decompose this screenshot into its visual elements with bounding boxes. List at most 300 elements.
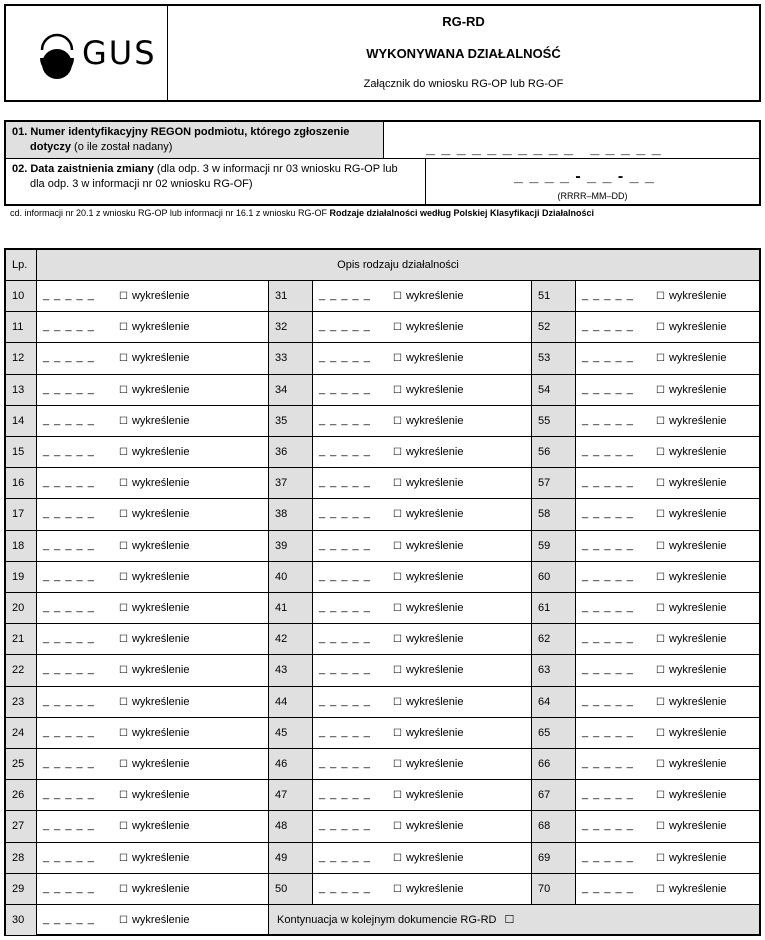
deletion-checkbox[interactable]	[119, 508, 189, 520]
pkd-code-input[interactable]: _ _ _ _ _	[582, 601, 634, 613]
pkd-code-input[interactable]: _ _ _ _ _	[582, 569, 634, 582]
deletion-label: wykreślenie	[668, 851, 727, 864]
pkd-code-input[interactable]: _ _ _ _ _	[582, 725, 634, 738]
checkbox-icon[interactable]: ☐	[119, 665, 128, 677]
deletion-checkbox[interactable]	[656, 633, 726, 645]
field-02-label	[6, 159, 426, 204]
pkd-code-input[interactable]: _ _ _ _ _	[43, 757, 95, 769]
checkbox-icon[interactable]: ☐	[656, 821, 665, 833]
activity-cell	[576, 437, 759, 468]
deletion-label: wykreślenie	[131, 695, 190, 708]
section-note	[10, 208, 760, 218]
pkd-code-input[interactable]: _ _ _ _ _	[582, 320, 634, 333]
deletion-checkbox[interactable]	[393, 758, 463, 770]
deletion-checkbox[interactable]	[119, 852, 189, 864]
deletion-checkbox[interactable]	[393, 633, 463, 645]
pkd-code-input[interactable]: _ _ _ _ _	[319, 881, 371, 894]
pkd-code-input[interactable]: _ _ _ _ _	[319, 351, 371, 364]
checkbox-icon[interactable]: ☐	[393, 759, 402, 770]
row-number: 65	[532, 718, 576, 749]
checkbox-icon[interactable]: ☐	[393, 322, 402, 334]
checkbox-icon[interactable]: ☐	[656, 727, 665, 739]
activity-cell	[313, 312, 532, 343]
row-number: 47	[269, 780, 313, 811]
pkd-code-input[interactable]: _ _ _ _ _	[582, 445, 634, 457]
pkd-code-input[interactable]: _ _ _ _ _	[582, 757, 634, 769]
deletion-checkbox[interactable]	[119, 727, 189, 739]
activity-cell	[576, 780, 759, 811]
checkbox-icon[interactable]: ☐	[393, 353, 402, 365]
deletion-label: wykreślenie	[405, 321, 464, 334]
deletion-checkbox[interactable]	[393, 602, 463, 614]
deletion-checkbox[interactable]	[393, 477, 463, 489]
deletion-label: wykreślenie	[405, 882, 464, 895]
pkd-code-input[interactable]: _ _ _ _ _	[319, 538, 371, 551]
checkbox-icon[interactable]: ☐	[393, 509, 402, 521]
row-number: 58	[532, 499, 576, 530]
pkd-code-input[interactable]: _ _ _ _ _	[43, 289, 95, 301]
row-number: 55	[532, 406, 576, 437]
pkd-code-input[interactable]: _ _ _ _ _	[43, 382, 95, 395]
deletion-label: wykreślenie	[405, 664, 464, 677]
deletion-checkbox[interactable]	[656, 352, 726, 364]
deletion-label: wykreślenie	[668, 414, 727, 427]
checkbox-icon[interactable]: ☐	[119, 852, 128, 864]
checkbox-icon[interactable]: ☐	[119, 696, 128, 708]
checkbox-icon[interactable]: ☐	[393, 478, 402, 490]
deletion-checkbox[interactable]	[119, 446, 189, 458]
activity-cell	[576, 655, 759, 686]
continuation-cell[interactable]	[269, 905, 759, 934]
checkbox-icon[interactable]: ☐	[119, 447, 128, 458]
deletion-checkbox[interactable]	[656, 290, 726, 302]
row-number: 66	[532, 749, 576, 780]
pkd-code-input[interactable]: _ _ _ _ _	[582, 413, 634, 426]
activity-cell	[313, 281, 532, 312]
activity-cell	[576, 312, 759, 343]
deletion-label: wykreślenie	[668, 633, 727, 646]
activity-cell	[313, 468, 532, 499]
row-number: 69	[532, 843, 576, 874]
continuation-checkbox-icon[interactable]: ☐	[504, 914, 515, 926]
checkbox-icon[interactable]: ☐	[656, 696, 665, 708]
pkd-code-input[interactable]: _ _ _ _ _	[43, 663, 95, 676]
row-number: 56	[532, 437, 576, 468]
deletion-label: wykreślenie	[405, 820, 464, 833]
deletion-checkbox[interactable]	[119, 571, 189, 583]
field-01-label-note: (o ile został nadany)	[70, 141, 173, 153]
deletion-checkbox[interactable]	[119, 883, 189, 895]
checkbox-icon[interactable]: ☐	[656, 447, 665, 458]
pkd-code-input[interactable]: _ _ _ _ _	[319, 320, 371, 333]
deletion-checkbox[interactable]	[119, 914, 189, 926]
checkbox-icon[interactable]: ☐	[119, 353, 128, 365]
deletion-label: wykreślenie	[131, 633, 190, 646]
deletion-checkbox[interactable]	[119, 789, 189, 801]
pkd-code-input[interactable]: _ _ _ _ _	[582, 289, 634, 301]
row-number: 35	[269, 406, 313, 437]
deletion-label: wykreślenie	[405, 570, 464, 583]
field-01-label-bold2: dotyczy	[30, 141, 71, 153]
deletion-checkbox[interactable]	[119, 321, 189, 333]
deletion-label: wykreślenie	[668, 664, 727, 677]
pkd-code-input[interactable]: _ _ _ _ _	[43, 538, 95, 551]
row-number: 36	[269, 437, 313, 468]
checkbox-icon[interactable]: ☐	[393, 384, 402, 396]
pkd-code-input[interactable]: _ _ _ _ _	[319, 694, 371, 707]
activity-cell	[37, 780, 269, 811]
deletion-label: wykreślenie	[668, 539, 727, 552]
checkbox-icon[interactable]: ☐	[393, 540, 402, 552]
pkd-code-input[interactable]: _ _ _ _ _	[43, 413, 95, 426]
row-number: 52	[532, 312, 576, 343]
deletion-label: wykreślenie	[131, 570, 190, 583]
deletion-checkbox[interactable]	[393, 540, 463, 552]
date-format-hint: (RRRR–MM–DD)	[557, 191, 628, 201]
row-number: 57	[532, 468, 576, 499]
field-01-label	[6, 122, 384, 158]
deletion-label: wykreślenie	[131, 290, 190, 302]
pkd-code-input[interactable]: _ _ _ _ _	[319, 819, 371, 832]
field-01-label-bold: 01. Numer identyfikacyjny REGON podmiotu, którego zgłoszenie	[12, 126, 350, 138]
deletion-checkbox[interactable]	[393, 352, 463, 364]
activity-cell	[576, 843, 759, 874]
deletion-label: wykreślenie	[131, 789, 190, 802]
deletion-checkbox[interactable]	[119, 415, 189, 427]
row-number: 43	[269, 655, 313, 686]
activity-cell	[576, 718, 759, 749]
deletion-label: wykreślenie	[131, 664, 190, 677]
pkd-code-input[interactable]: _ _ _ _ _	[582, 788, 634, 801]
pkd-code-input[interactable]: _ _ _ _ _	[43, 507, 95, 520]
checkbox-icon[interactable]: ☐	[656, 384, 665, 396]
row-number: 29	[6, 874, 37, 905]
deletion-checkbox[interactable]	[656, 415, 726, 427]
deletion-checkbox[interactable]	[393, 727, 463, 739]
pkd-code-input[interactable]: _ _ _ _ _	[582, 881, 634, 894]
pkd-code-input[interactable]: _ _ _ _ _	[319, 757, 371, 769]
activity-cell	[37, 343, 269, 374]
deletion-checkbox[interactable]	[119, 633, 189, 645]
deletion-label: wykreślenie	[668, 602, 727, 614]
deletion-checkbox[interactable]	[393, 384, 463, 396]
activity-cell	[576, 468, 759, 499]
deletion-label: wykreślenie	[405, 602, 464, 614]
deletion-label: wykreślenie	[405, 477, 464, 490]
pkd-code-input[interactable]: _ _ _ _ _	[43, 819, 95, 832]
checkbox-icon[interactable]: ☐	[656, 603, 665, 614]
deletion-checkbox[interactable]	[119, 664, 189, 676]
pkd-code-input[interactable]: _ _ _ _ _	[319, 725, 371, 738]
activity-cell	[576, 375, 759, 406]
checkbox-icon[interactable]: ☐	[393, 790, 402, 802]
deletion-label: wykreślenie	[405, 695, 464, 708]
deletion-checkbox[interactable]	[656, 384, 726, 396]
pkd-code-input[interactable]: _ _ _ _ _	[319, 382, 371, 395]
row-number: 60	[532, 562, 576, 593]
deletion-checkbox[interactable]	[119, 540, 189, 552]
deletion-checkbox[interactable]	[393, 446, 463, 458]
checkbox-icon[interactable]: ☐	[119, 478, 128, 490]
activity-cell	[37, 718, 269, 749]
pkd-code-input[interactable]: _ _ _ _ _	[43, 476, 95, 489]
pkd-code-input[interactable]: _ _ _ _ _	[43, 445, 95, 457]
row-number: 59	[532, 531, 576, 562]
activity-cell	[576, 562, 759, 593]
deletion-checkbox[interactable]	[656, 571, 726, 583]
deletion-checkbox[interactable]	[656, 883, 726, 895]
checkbox-icon[interactable]: ☐	[656, 634, 665, 646]
checkbox-icon[interactable]: ☐	[656, 665, 665, 677]
activity-cell	[313, 375, 532, 406]
checkbox-icon[interactable]: ☐	[656, 540, 665, 552]
checkbox-icon[interactable]: ☐	[393, 696, 402, 708]
deletion-checkbox[interactable]	[393, 789, 463, 801]
deletion-label: wykreślenie	[668, 321, 727, 334]
deletion-checkbox[interactable]	[119, 290, 189, 302]
deletion-label: wykreślenie	[131, 726, 190, 739]
activity-cell	[576, 499, 759, 530]
row-number: 67	[532, 780, 576, 811]
deletion-label: wykreślenie	[131, 352, 190, 365]
checkbox-icon[interactable]: ☐	[393, 852, 402, 864]
checkbox-icon[interactable]: ☐	[119, 883, 128, 895]
row-number: 42	[269, 624, 313, 655]
activity-cell	[576, 811, 759, 842]
pkd-code-input[interactable]: _ _ _ _ _	[43, 320, 95, 333]
pkd-code-input[interactable]: _ _ _ _ _	[319, 601, 371, 613]
checkbox-icon[interactable]: ☐	[393, 415, 402, 427]
deletion-checkbox[interactable]	[119, 820, 189, 832]
deletion-checkbox[interactable]	[656, 477, 726, 489]
deletion-label: wykreślenie	[668, 290, 727, 302]
checkbox-icon[interactable]: ☐	[119, 634, 128, 646]
pkd-code-input[interactable]: _ _ _ _ _	[582, 850, 634, 863]
activity-cell	[313, 780, 532, 811]
deletion-label: wykreślenie	[668, 508, 727, 521]
activity-cell	[313, 406, 532, 437]
activity-cell	[313, 499, 532, 530]
deletion-checkbox[interactable]	[393, 415, 463, 427]
activity-cell	[313, 655, 532, 686]
deletion-label: wykreślenie	[405, 290, 464, 302]
deletion-checkbox[interactable]	[119, 352, 189, 364]
pkd-code-input[interactable]: _ _ _ _ _	[582, 507, 634, 520]
activity-cell	[37, 905, 269, 936]
pkd-code-input[interactable]: _ _ _ _ _	[319, 413, 371, 426]
activity-cell	[576, 281, 759, 312]
pkd-code-input[interactable]: _ _ _ _ _	[582, 382, 634, 395]
row-number: 24	[6, 718, 37, 749]
deletion-checkbox[interactable]	[119, 477, 189, 489]
checkbox-icon[interactable]: ☐	[656, 571, 665, 583]
checkbox-icon[interactable]: ☐	[656, 759, 665, 770]
checkbox-icon[interactable]: ☐	[393, 634, 402, 646]
checkbox-icon[interactable]: ☐	[393, 603, 402, 614]
deletion-checkbox[interactable]	[119, 758, 189, 770]
deletion-checkbox[interactable]	[656, 852, 726, 864]
checkbox-icon[interactable]: ☐	[393, 665, 402, 677]
pkd-code-input[interactable]: _ _ _ _ _	[319, 507, 371, 520]
checkbox-icon[interactable]: ☐	[119, 915, 128, 926]
pkd-code-input[interactable]: _ _ _ _ _	[319, 788, 371, 801]
deletion-checkbox[interactable]	[393, 852, 463, 864]
pkd-code-input[interactable]: _ _ _ _ _	[319, 569, 371, 582]
pkd-code-input[interactable]: _ _ _ _ _	[43, 725, 95, 738]
activity-cell	[37, 531, 269, 562]
deletion-checkbox[interactable]	[656, 508, 726, 520]
row-number: 25	[6, 749, 37, 780]
activity-cell	[37, 874, 269, 905]
deletion-label: wykreślenie	[405, 446, 464, 458]
row-number: 13	[6, 375, 37, 406]
deletion-checkbox[interactable]	[656, 321, 726, 333]
pkd-code-input[interactable]: _ _ _ _ _	[43, 569, 95, 582]
pkd-code-input[interactable]: _ _ _ _ _	[43, 351, 95, 364]
deletion-checkbox[interactable]	[656, 446, 726, 458]
deletion-checkbox[interactable]	[393, 290, 463, 302]
pkd-code-input[interactable]: _ _ _ _ _	[319, 289, 371, 301]
checkbox-icon[interactable]: ☐	[393, 883, 402, 895]
pkd-code-input[interactable]: _ _ _ _ _	[43, 881, 95, 894]
checkbox-icon[interactable]: ☐	[119, 759, 128, 770]
checkbox-icon[interactable]: ☐	[656, 291, 665, 302]
deletion-checkbox[interactable]	[393, 820, 463, 832]
deletion-checkbox[interactable]	[656, 540, 726, 552]
deletion-checkbox[interactable]	[393, 321, 463, 333]
checkbox-icon[interactable]: ☐	[119, 540, 128, 552]
pkd-code-input[interactable]: _ _ _ _ _	[43, 850, 95, 863]
activity-cell	[576, 406, 759, 437]
pkd-code-input[interactable]: _ _ _ _ _	[43, 913, 95, 925]
deletion-checkbox[interactable]	[656, 789, 726, 801]
checkbox-icon[interactable]: ☐	[393, 821, 402, 833]
checkbox-icon[interactable]: ☐	[119, 790, 128, 802]
activity-cell	[576, 593, 759, 624]
row-number: 17	[6, 499, 37, 530]
activity-cell	[576, 343, 759, 374]
activity-cell	[37, 624, 269, 655]
checkbox-icon[interactable]: ☐	[393, 727, 402, 739]
deletion-checkbox[interactable]	[656, 696, 726, 708]
deletion-label: wykreślenie	[405, 352, 464, 365]
checkbox-icon[interactable]: ☐	[656, 509, 665, 521]
checkbox-icon[interactable]: ☐	[119, 727, 128, 739]
pkd-code-input[interactable]: _ _ _ _ _	[319, 632, 371, 645]
deletion-checkbox[interactable]	[393, 883, 463, 895]
activity-cell	[313, 718, 532, 749]
checkbox-icon[interactable]: ☐	[119, 291, 128, 302]
pkd-code-input[interactable]: _ _ _ _ _	[319, 663, 371, 676]
deletion-checkbox[interactable]	[656, 727, 726, 739]
date-input[interactable]: _ _ _ _ - _ _ - _ _	[514, 168, 655, 185]
deletion-checkbox[interactable]	[119, 602, 189, 614]
activity-cell	[313, 749, 532, 780]
pkd-code-input[interactable]: _ _ _ _ _	[43, 788, 95, 801]
row-number: 41	[269, 593, 313, 624]
checkbox-icon[interactable]: ☐	[393, 571, 402, 583]
pkd-code-input[interactable]: _ _ _ _ _	[319, 445, 371, 457]
row-number: 28	[6, 843, 37, 874]
row-number: 51	[532, 281, 576, 312]
regon-input[interactable]: _ _ _ _ _ _ _ _ _ _ _ _ _ _ _	[426, 140, 662, 157]
activity-cell	[37, 562, 269, 593]
pkd-code-input[interactable]: _ _ _ _ _	[582, 819, 634, 832]
deletion-checkbox[interactable]	[393, 508, 463, 520]
checkbox-icon[interactable]: ☐	[656, 353, 665, 365]
checkbox-icon[interactable]: ☐	[393, 291, 402, 302]
activity-cell	[313, 687, 532, 718]
deletion-checkbox[interactable]	[656, 820, 726, 832]
pkd-code-input[interactable]: _ _ _ _ _	[43, 601, 95, 613]
checkbox-icon[interactable]: ☐	[119, 415, 128, 427]
checkbox-icon[interactable]: ☐	[119, 571, 128, 583]
deletion-checkbox[interactable]	[656, 602, 726, 614]
field-02-label-line2: dla odp. 3 w informacji nr 02 wniosku RG-OF)	[30, 178, 253, 190]
pkd-code-input[interactable]: _ _ _ _ _	[582, 476, 634, 489]
pkd-code-input[interactable]: _ _ _ _ _	[43, 632, 95, 645]
deletion-label: wykreślenie	[668, 477, 727, 490]
checkbox-icon[interactable]: ☐	[119, 821, 128, 833]
checkbox-icon[interactable]: ☐	[656, 852, 665, 864]
deletion-label: wykreślenie	[131, 477, 190, 490]
field-02-label-bold: 02. Data zaistnienia zmiany	[12, 163, 154, 175]
deletion-checkbox[interactable]	[393, 571, 463, 583]
activity-cell	[313, 531, 532, 562]
deletion-label: wykreślenie	[668, 446, 727, 458]
deletion-checkbox[interactable]	[393, 696, 463, 708]
pkd-code-input[interactable]: _ _ _ _ _	[582, 632, 634, 645]
checkbox-icon[interactable]: ☐	[393, 447, 402, 458]
checkbox-icon[interactable]: ☐	[119, 322, 128, 334]
checkbox-icon[interactable]: ☐	[656, 790, 665, 802]
checkbox-icon[interactable]: ☐	[656, 322, 665, 334]
deletion-label: wykreślenie	[131, 321, 190, 334]
deletion-label: wykreślenie	[131, 758, 190, 770]
deletion-checkbox[interactable]	[119, 384, 189, 396]
activity-cell	[37, 406, 269, 437]
section-note-bold: Rodzaje działalności według Polskiej Klasyfikacji Działalności	[329, 208, 595, 218]
checkbox-icon[interactable]: ☐	[119, 384, 128, 396]
deletion-label: wykreślenie	[131, 508, 190, 521]
row-number: 19	[6, 562, 37, 593]
deletion-checkbox[interactable]	[119, 696, 189, 708]
pkd-code-input[interactable]: _ _ _ _ _	[319, 476, 371, 489]
deletion-checkbox[interactable]	[656, 758, 726, 770]
activity-cell	[313, 437, 532, 468]
pkd-code-input[interactable]: _ _ _ _ _	[582, 351, 634, 364]
checkbox-icon[interactable]: ☐	[656, 883, 665, 895]
deletion-label: wykreślenie	[668, 570, 727, 583]
continuation-label: Kontynuacja w kolejnym dokumencie RG-RD	[277, 914, 497, 926]
checkbox-icon[interactable]: ☐	[119, 603, 128, 614]
pkd-code-input[interactable]: _ _ _ _ _	[319, 850, 371, 863]
row-number: 33	[269, 343, 313, 374]
activity-cell	[37, 375, 269, 406]
pkd-code-input[interactable]: _ _ _ _ _	[582, 663, 634, 676]
form-code: RG-RD	[442, 14, 485, 29]
pkd-code-input[interactable]: _ _ _ _ _	[582, 538, 634, 551]
pkd-code-input[interactable]: _ _ _ _ _	[582, 694, 634, 707]
checkbox-icon[interactable]: ☐	[656, 415, 665, 427]
deletion-label: wykreślenie	[131, 882, 190, 895]
checkbox-icon[interactable]: ☐	[656, 478, 665, 490]
checkbox-icon[interactable]: ☐	[119, 509, 128, 521]
deletion-checkbox[interactable]	[393, 664, 463, 676]
pkd-code-input[interactable]: _ _ _ _ _	[43, 694, 95, 707]
deletion-checkbox[interactable]	[656, 664, 726, 676]
deletion-label: wykreślenie	[131, 383, 190, 396]
